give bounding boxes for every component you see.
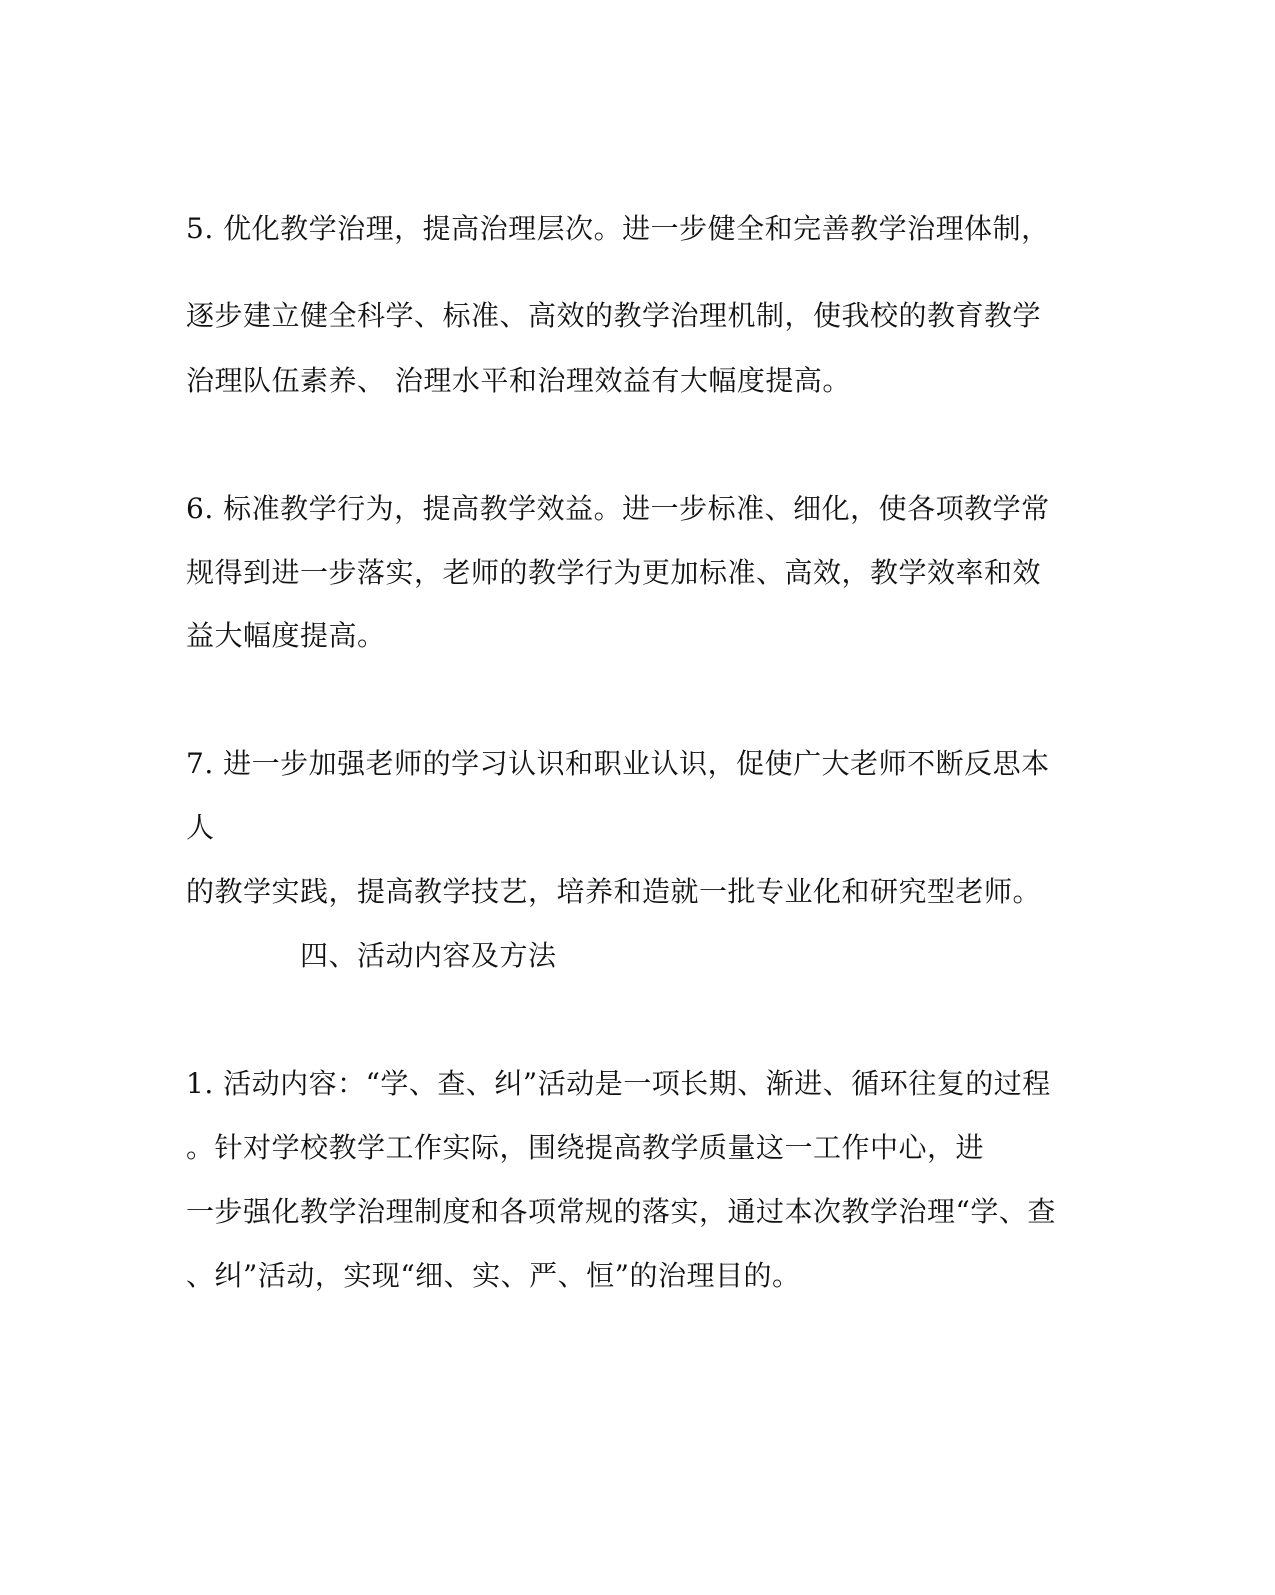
paragraph-line: 治理队伍素养、 治理水平和治理效益有大幅度提高。 [186, 364, 851, 397]
paragraph-line: 益大幅度提高。 [186, 619, 386, 652]
paragraph-line: 的教学实践，提高教学技艺，培养和造就一批专业化和研究型老师。 [186, 875, 1042, 908]
paragraph-line: 1. 活动内容：“学、查、纠”活动是一项长期、渐进、循环往复的过程 [186, 1067, 1051, 1100]
paragraph-line: 人 [186, 811, 215, 844]
paragraph-line: 。针对学校教学工作实际，围绕提高教学质量这一工作中心，进 [186, 1131, 985, 1164]
section-heading: 四、活动内容及方法 [300, 939, 557, 972]
paragraph-line: 6. 标准教学行为，提高教学效益。进一步标准、细化，使各项教学常 [186, 492, 1050, 525]
paragraph-line: 一步强化教学治理制度和各项常规的落实，通过本次教学治理“学、查 [186, 1195, 1056, 1228]
paragraph-line: 7. 进一步加强老师的学习认识和职业认识，促使广大老师不断反思本 [186, 747, 1050, 780]
paragraph-line: 规得到进一步落实，老师的教学行为更加标准、高效，教学效率和效 [186, 556, 1042, 589]
paragraph-line: 、纠”活动，实现“细、实、严、恒”的治理目的。 [186, 1259, 801, 1292]
paragraph-line: 逐步建立健全科学、标准、高效的教学治理机制，使我校的教育教学 [186, 299, 1042, 332]
paragraph-line: 5. 优化教学治理，提高治理层次。进一步健全和完善教学治理体制， [186, 212, 1050, 245]
